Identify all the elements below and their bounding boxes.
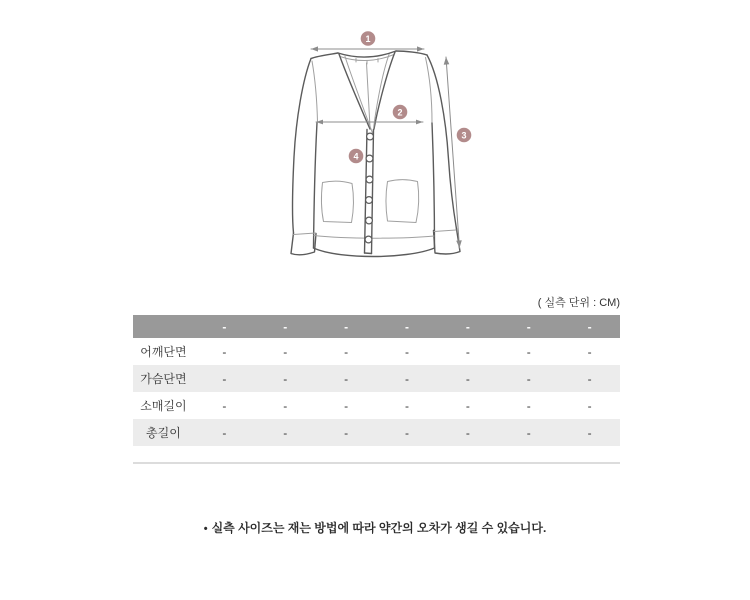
button [366,176,373,183]
right-lapel-outer [374,52,395,129]
table-cell: - [465,398,470,413]
table-cell: - [404,344,409,359]
header-cell: - [344,319,349,334]
collar-outer-line [338,51,396,57]
left-shoulder-line [311,53,338,59]
cardigan-drawing [291,51,460,257]
left-armhole-seam [312,61,318,122]
unit-label: ( 실측 단위 : CM) [537,297,620,309]
svg-text:1: 1 [365,33,371,44]
table-cell: - [587,398,592,413]
right-armhole-seam [426,58,433,123]
svg-text:3: 3 [461,130,467,141]
table-bottom-divider [133,462,620,464]
arrowhead [417,46,424,51]
table-row [133,392,620,419]
table-cell: - [344,425,349,440]
marker-4 [349,149,364,164]
left-pocket [321,181,353,222]
placket-bottom-line [365,253,372,254]
arrowhead [444,57,450,65]
table-cell: - [465,371,470,386]
row-label: 소매길이 [140,399,187,413]
header-cell: - [465,319,470,334]
table-cell: - [283,398,288,413]
table-row [133,365,620,392]
table-cell: - [222,371,227,386]
size-table-body [133,338,620,446]
right-pocket [386,180,419,223]
marker-3 [457,128,472,143]
table-cell: - [404,425,409,440]
table-cell: - [222,398,227,413]
left-cuff-band-line [294,233,316,235]
table-cell: - [465,425,470,440]
header-cell: - [526,319,531,334]
table-cell: - [465,344,470,359]
table-cell: - [404,371,409,386]
left-cuff [291,233,316,255]
table-cell: - [587,425,592,440]
placket-left-line [365,130,368,254]
marker-1 [361,31,376,46]
table-cell: - [526,398,531,413]
table-cell: - [587,371,592,386]
arrowhead [416,120,423,125]
size-table [133,315,620,446]
table-cell: - [526,425,531,440]
left-lapel-outer [339,54,370,129]
table-cell: - [344,371,349,386]
table-cell: - [587,344,592,359]
right-cuff-band-line [434,230,456,232]
table-cell: - [404,398,409,413]
table-cell: - [222,344,227,359]
header-cell: - [283,319,288,334]
garment-measurement-diagram [258,15,493,300]
left-sleeve-inner [314,123,318,248]
hem-band-top-line [314,236,434,239]
left-sleeve-outer [293,59,311,234]
size-table-header [133,315,620,338]
hem-bottom-line [314,248,435,257]
button [367,133,374,140]
table-cell: - [283,425,288,440]
arrowhead [311,46,318,51]
measurement-note [0,519,750,536]
note-text: 실측 사이즈는 재는 방법에 따라 약간의 오차가 생길 수 있습니다. [211,521,547,535]
button [366,197,373,204]
header-cell: - [404,319,409,334]
table-cell: - [526,371,531,386]
arrowhead [456,240,462,248]
table-cell: - [222,425,227,440]
table-cell: - [344,344,349,359]
row-label: 어깨단면 [140,345,187,359]
marker-2 [393,105,408,120]
placket-right-line [372,130,374,254]
note-bullet: • [203,523,208,535]
button [365,236,372,243]
svg-text:4: 4 [353,151,359,162]
row-label: 가슴단면 [140,372,187,386]
right-shoulder-line [396,51,427,55]
right-cuff [434,229,461,254]
table-cell: - [344,398,349,413]
table-row [133,419,620,446]
button [366,155,373,162]
header-cell: - [222,319,227,334]
row-label: 총길이 [146,426,181,440]
table-cell: - [283,344,288,359]
table-cell: - [283,371,288,386]
right-sleeve-inner [432,123,435,248]
button [366,217,373,224]
table-cell: - [526,344,531,359]
svg-text:2: 2 [397,107,403,118]
table-row [133,338,620,365]
header-cell: - [587,319,592,334]
